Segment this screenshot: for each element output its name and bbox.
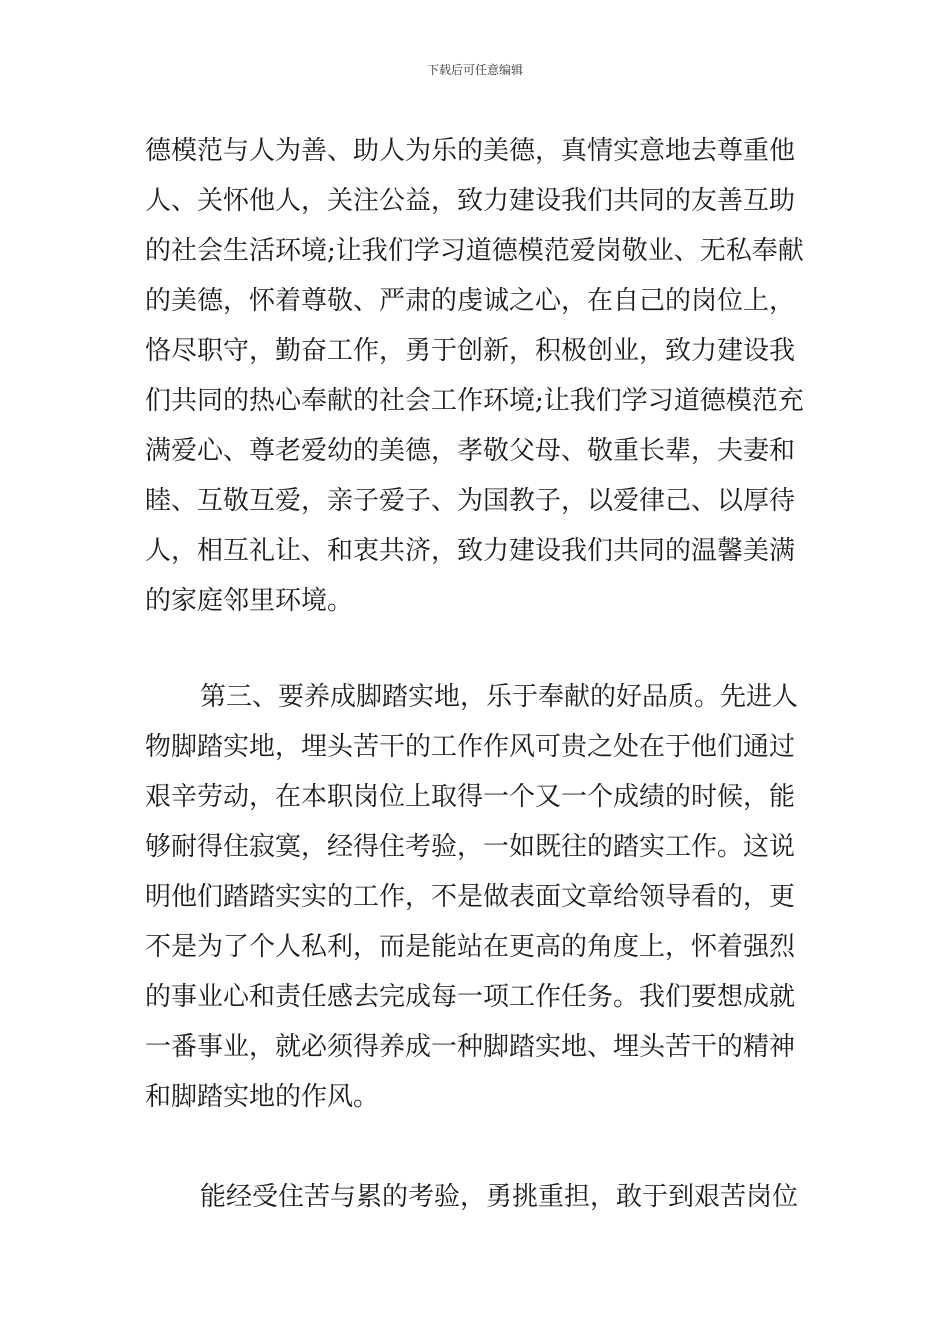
text-line: 明他们踏踏实实的工作，不是做表面文章给领导看的，更 <box>145 882 796 912</box>
text-line: 物脚踏实地，埋头苦干的工作作风可贵之处在于他们通过 <box>145 732 796 762</box>
text-line: 的家庭邻里环境。 <box>145 586 354 616</box>
text-line: 们共同的热心奉献的社会工作环境;让我们学习道德模范充 <box>145 386 804 416</box>
text-line: 和脚踏实地的作风。 <box>145 1082 380 1112</box>
text-line: 德模范与人为善、助人为乐的美德，真情实意地去尊重他 <box>145 136 796 166</box>
text-line: 人，相互礼让、和衷共济，致力建设我们共同的温馨美满 <box>145 536 796 566</box>
text-line: 满爱心、尊老爱幼的美德，孝敬父母、敬重长辈，夫妻和 <box>145 436 796 466</box>
text-line: 够耐得住寂寞，经得住考验，一如既往的踏实工作。这说 <box>145 832 796 862</box>
page-header-watermark: 下载后可任意编辑 <box>426 63 523 77</box>
text-line: 恪尽职守，勤奋工作，勇于创新，积极创业，致力建设我 <box>145 336 796 366</box>
paragraph-1 <box>145 126 807 626</box>
text-line: 人、关怀他人，关注公益，致力建设我们共同的友善互助 <box>145 186 796 216</box>
text-line: 睦、互敬互爱，亲子爱子、为国教子，以爱律己、以厚待 <box>145 486 796 516</box>
text-line: 的社会生活环境;让我们学习道德模范爱岗敬业、无私奉献 <box>145 236 804 266</box>
text-line-first: 能经受住苦与累的考验，勇挑重担，敢于到艰苦岗位 <box>200 1182 799 1212</box>
text-line: 一番事业，就必须得养成一种脚踏实地、埋头苦干的精神 <box>145 1032 796 1062</box>
text-line: 艰辛劳动，在本职岗位上取得一个又一个成绩的时候，能 <box>145 782 796 812</box>
text-line: 不是为了个人私利，而是能站在更高的角度上，怀着强烈 <box>145 932 796 962</box>
text-line: 的事业心和责任感去完成每一项工作任务。我们要想成就 <box>145 982 796 1012</box>
paragraph-3 <box>145 1172 807 1222</box>
paragraph-2 <box>145 672 807 1122</box>
text-line: 的美德，怀着尊敬、严肃的虔诚之心，在自己的岗位上， <box>145 286 796 316</box>
text-line-first: 第三、要养成脚踏实地，乐于奉献的好品质。先进人 <box>200 682 799 712</box>
